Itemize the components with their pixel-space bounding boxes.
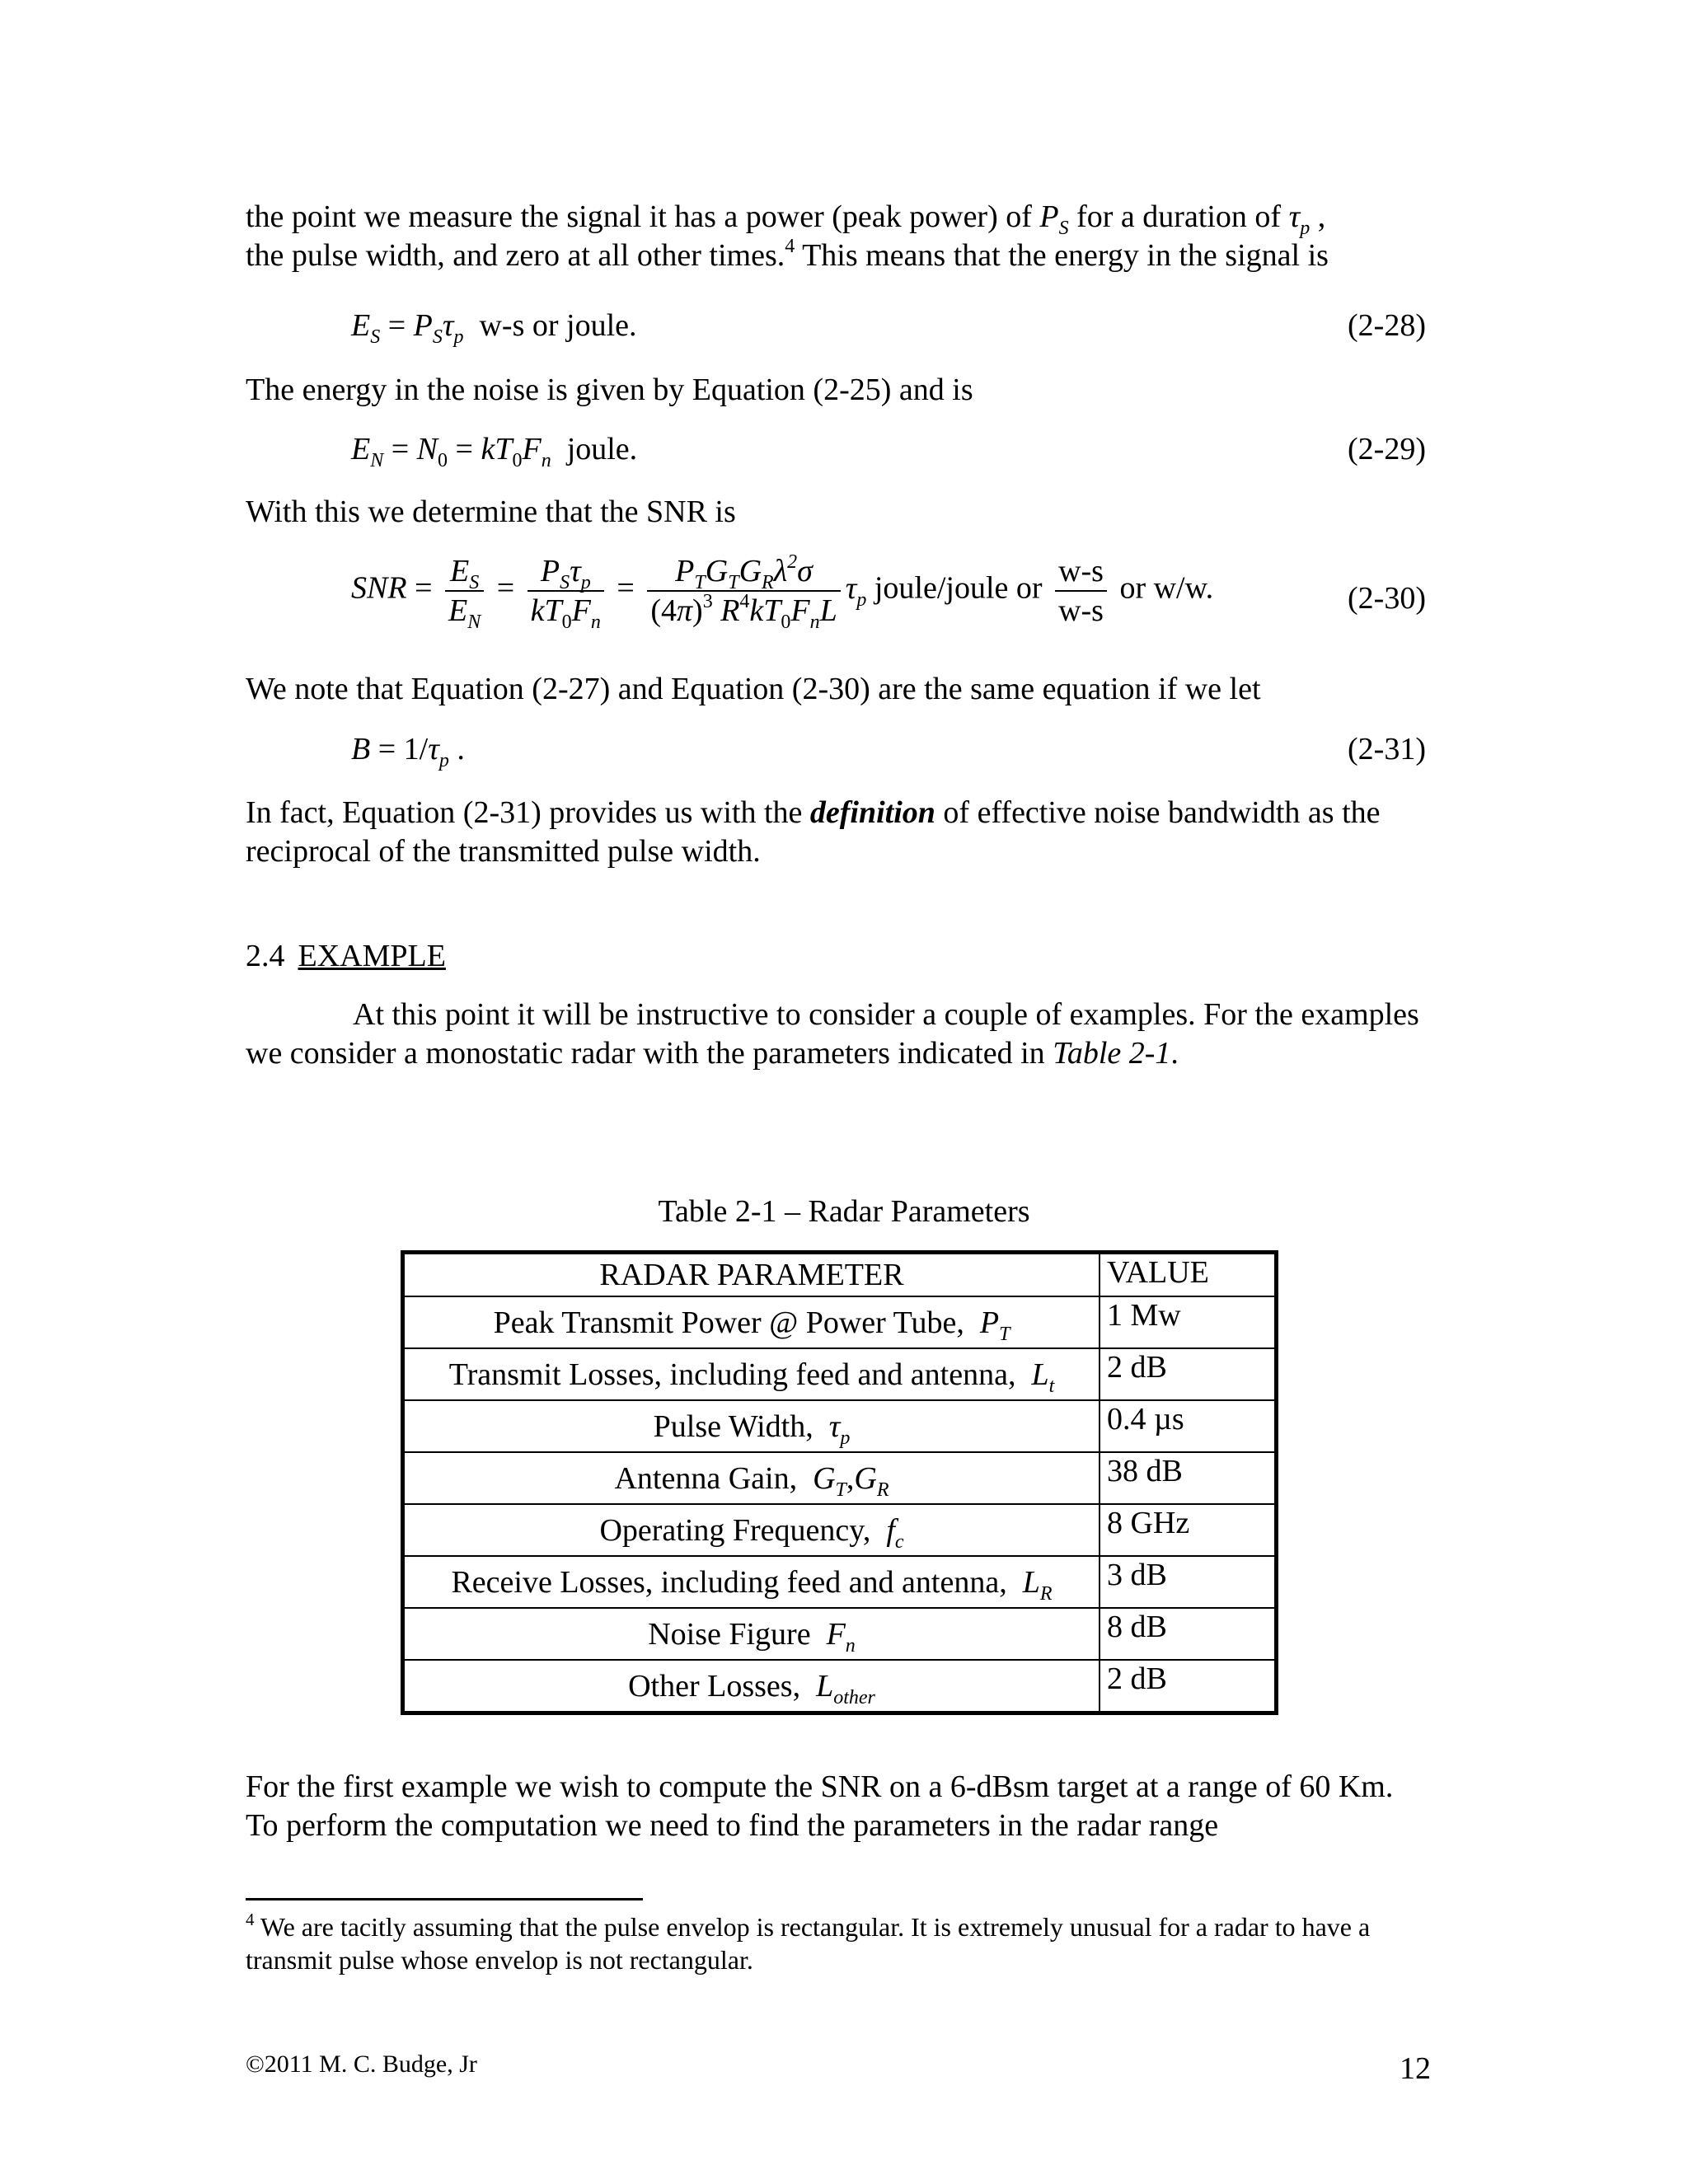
equation-2-28: $E_S = P_S\tau_p$ w-s or joule. (2-28) <box>246 302 1426 349</box>
footnote-divider <box>246 1898 643 1900</box>
section-heading: 2.4 EXAMPLE <box>246 939 446 973</box>
table-row: Other Losses, $L_{other}$ 2 dB <box>403 1660 1277 1713</box>
table-header-cell: RADAR PARAMETER <box>403 1253 1100 1297</box>
equation-2-30: SNR = $\frac{E_S}{E_N}$ = $\frac{P_S\tau_p}{kT_0F_n}$ = $\frac{P_TG_TG_R\lambda^2\sigma}{(4\pi)^3 R^4kT_0F_nL}$ $\tau_p$ joule/joule or $\frac{w-s}{w-s}$ or w/w. (2-30) <box>351 551 1426 633</box>
equation-number: (2-28) <box>1348 308 1426 343</box>
footnote: $^4$ We are tacitly assuming that the pulse envelop is rectangular. It is extremely unusual for a radar to have a transmit pulse whose envelop is not rectangular. <box>246 1910 1371 1975</box>
equation-number: (2-31) <box>1348 732 1426 766</box>
fraction: $\frac{P_TG_TG_R\lambda^2\sigma}{(4\pi)^3 R^4kT_0F_nL}$ <box>647 552 840 630</box>
equation-2-31: $B = 1/\tau_p$ . (2-31) <box>246 725 1426 773</box>
fraction: $\frac{E_S}{E_N}$ <box>445 552 484 630</box>
paragraph-2: The energy in the noise is given by Equation (2-25) and is <box>246 373 973 407</box>
table-row: Antenna Gain, $G_T,G_R$ 38 dB <box>403 1452 1277 1504</box>
page-number: 12 <box>1400 2051 1431 2086</box>
paragraph-4: We note that Equation (2-27) and Equation (2-30) are the same equation if we let <box>246 672 1261 706</box>
table-row: Pulse Width, $\tau_p$ 0.4 µs <box>403 1400 1277 1452</box>
table-row: Receive Losses, including feed and antenna, $L_R$ 3 dB <box>403 1556 1277 1608</box>
paragraph-3: With this we determine that the SNR is <box>246 494 736 529</box>
equation-number: (2-29) <box>1348 432 1426 466</box>
copyright-notice: ©2011 M. C. Budge, Jr <box>246 2050 477 2078</box>
table-row: Noise Figure $F_n$ 8 dB <box>403 1608 1277 1660</box>
paragraph-1: the point we measure the signal it has a power (peak power) of $P_S$ for a duration of $\tau_p$ , the pulse width, and zero at all other times.$^4$ This means that the energy in the signal is <box>246 199 1329 273</box>
table-reference[interactable]: Table 2-1 <box>1053 1036 1171 1071</box>
paragraph-6: At this point it will be instructive to consider a couple of examples. For the examples we consider a monostatic radar with the parameters indicated in Table 2-1. <box>246 997 1419 1071</box>
radar-parameters-table <box>401 1250 1278 1715</box>
equation-2-29: $E_N = N_0 = kT_0F_n$ joule. (2-29) <box>246 425 1426 473</box>
table-row: Operating Frequency, $f_c$ 8 GHz <box>403 1504 1277 1556</box>
math-ps: $P_S$ <box>1039 199 1069 239</box>
math-tau-p: $\tau_p$ <box>1288 199 1311 239</box>
table-row: Peak Transmit Power @ Power Tube, $P_T$ 1 Mw <box>403 1296 1277 1348</box>
table-header-row <box>403 1253 1277 1297</box>
footnote-ref[interactable]: 4 <box>785 236 795 257</box>
table-row: Transmit Losses, including feed and antenna, $L_t$ 2 dB <box>403 1348 1277 1400</box>
equation-number: (2-30) <box>1348 581 1426 616</box>
fraction: $\frac{w-s}{w-s}$ <box>1055 552 1107 630</box>
table-header-cell: VALUE <box>1100 1253 1277 1297</box>
fraction: $\frac{P_S\tau_p}{kT_0F_n}$ <box>528 552 604 630</box>
paragraph-7: For the first example we wish to compute the SNR on a 6-dBsm target at a range of 60 Km. To perform the computation we need to find the parameters in the radar range <box>246 1769 1394 1843</box>
table-caption: Table 2-1 – Radar Parameters <box>658 1194 1030 1229</box>
paragraph-5: In fact, Equation (2-31) provides us with the definition of effective noise bandwidth as the reciprocal of the transmitted pulse width. <box>246 795 1381 869</box>
